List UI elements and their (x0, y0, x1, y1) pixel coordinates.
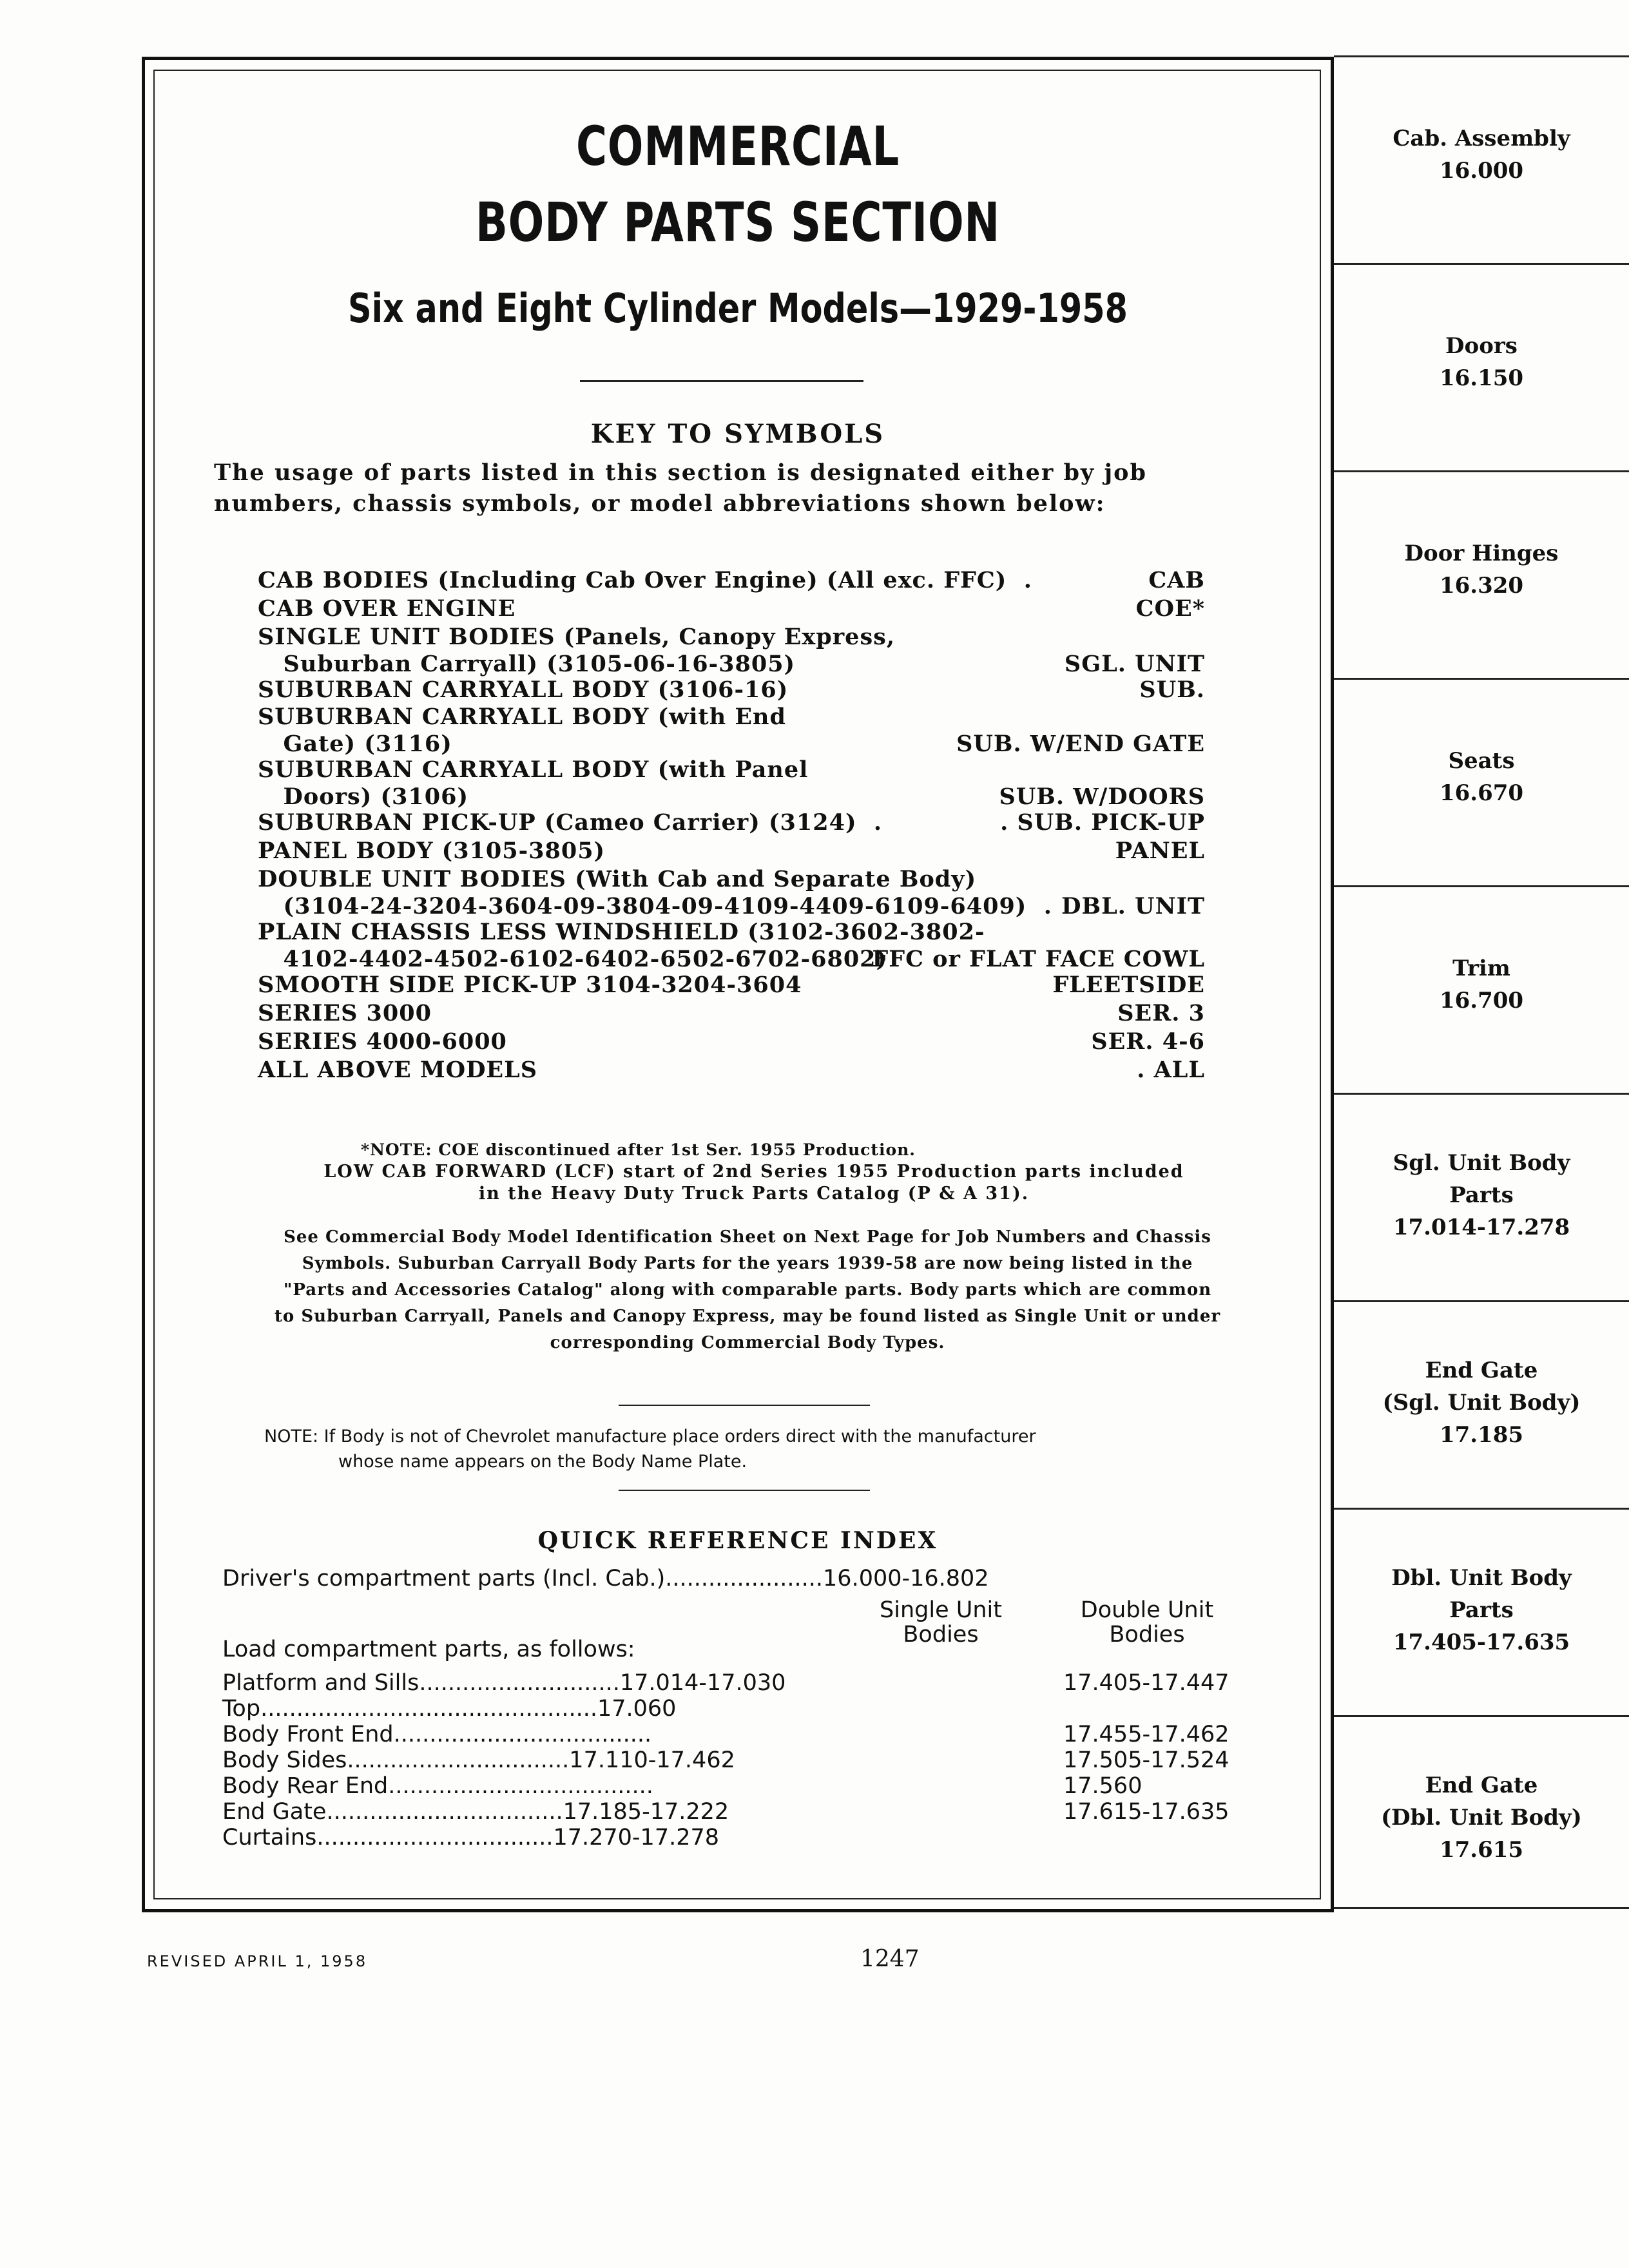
symbol-label: SUBURBAN CARRYALL BODY (with Panel Doors) (3106) (258, 756, 809, 810)
sidebar-section-title: End Gate (Dbl. Unit Body) (1381, 1773, 1582, 1831)
quick-index-title: QUICK REFERENCE INDEX (537, 1527, 938, 1554)
symbol-row (258, 972, 1205, 999)
sidebar-section-code: 16.150 (1439, 365, 1524, 391)
sidebar-section-title: Sgl. Unit Body Parts (1393, 1150, 1570, 1208)
divider (619, 1405, 870, 1406)
sidebar-section-title: Door Hinges (1404, 541, 1559, 566)
sidebar-section-title: End Gate (Sgl. Unit Body) (1382, 1358, 1581, 1416)
symbol-label: DOUBLE UNIT BODIES (With Cab and Separate Body) (3104-24-3204-3604-09-3804-09-4109-4409-6109-6409) . (258, 866, 1052, 919)
symbol-row (258, 1028, 1205, 1055)
symbol-label: SERIES 3000 (258, 1000, 432, 1026)
sidebar-section-title: Doors (1445, 333, 1518, 359)
sidebar-section[interactable] (1334, 1147, 1629, 1244)
revised-date: REVISED APRIL 1, 1958 (147, 1952, 368, 1970)
sidebar-section-code: 16.000 (1439, 158, 1524, 184)
title-line-2: BODY PARTS SECTION (475, 191, 1001, 254)
quick-index-row: Body Front End.................................... (222, 1722, 652, 1747)
symbol-row (258, 756, 1205, 811)
quick-index-row: Body Sides...............................17.110-17.462 (222, 1747, 735, 1773)
symbol-row (258, 677, 1205, 704)
symbol-label: SUBURBAN PICK-UP (Cameo Carrier) (3124) . (258, 809, 883, 836)
sidebar-section[interactable] (1334, 537, 1629, 602)
symbol-abbreviation: SUB. W/DOORS (999, 783, 1205, 810)
quick-index-row: Top...............................................17.060 (222, 1696, 677, 1722)
symbol-abbreviation: SUB. (1139, 677, 1205, 703)
sidebar-divider (1334, 678, 1629, 680)
quick-index-row: End Gate.................................17.185-17.222 (222, 1799, 729, 1825)
see-note: See Commercial Body Model Identification Sheet on Next Page for Job Numbers and Chassis Symbols. Suburban Carryall Body Parts for the years 1939-58 are now being listed in the "Parts and Accessories Catalog" along with comparable parts. Body parts which are common to Suburban Carryall, Panels and Canopy Express, may be found listed as Single Unit or under corresponding Commercial Body Types. (274, 1227, 1221, 1352)
quick-index-row: Body Rear End..................................... (222, 1773, 653, 1799)
key-title: KEY TO SYMBOLS (590, 419, 885, 449)
symbol-row (258, 595, 1205, 622)
symbol-row (258, 809, 1205, 836)
symbol-abbreviation: SUB. W/END GATE (956, 731, 1205, 757)
symbol-abbreviation: FLEETSIDE (1052, 972, 1205, 998)
sidebar-divider (1334, 470, 1629, 472)
sidebar-section-code: 17.014-17.278 (1393, 1215, 1570, 1240)
symbol-abbreviation: COE* (1135, 595, 1205, 622)
title-line-1: COMMERCIAL (575, 115, 900, 178)
sidebar-divider (1334, 885, 1629, 887)
sidebar-divider (1334, 1508, 1629, 1510)
symbol-abbreviation: FFC or FLAT FACE COWL (872, 946, 1205, 972)
symbol-row (258, 704, 1205, 758)
sidebar-section[interactable] (1334, 1354, 1629, 1451)
symbol-abbreviation: SER. 3 (1117, 1000, 1205, 1026)
quick-index-col-double: Double Unit Bodies (1080, 1597, 1214, 1648)
symbol-label: SUBURBAN CARRYALL BODY (3106-16) (258, 677, 789, 703)
symbol-abbreviation: . ALL (1137, 1057, 1205, 1083)
sidebar-section[interactable] (1334, 1769, 1629, 1866)
quick-index-double-value: 17.560 (1063, 1773, 1142, 1799)
sidebar-section-title: Dbl. Unit Body Parts (1391, 1565, 1572, 1623)
symbol-label: PANEL BODY (3105-3805) (258, 838, 606, 864)
sidebar-section-code: 17.185 (1439, 1422, 1524, 1448)
symbol-label: SUBURBAN CARRYALL BODY (with End Gate) (3116) (258, 704, 786, 757)
sidebar-section[interactable] (1334, 122, 1629, 187)
symbol-label: CAB OVER ENGINE (258, 595, 516, 622)
symbol-row (258, 838, 1205, 865)
sidebar-section-code: 16.320 (1439, 573, 1524, 599)
sidebar-divider (1334, 1715, 1629, 1717)
quick-index-double-value: 17.615-17.635 (1063, 1799, 1229, 1825)
sidebar-section-code: 17.615 (1439, 1837, 1524, 1863)
symbol-row (258, 1000, 1205, 1027)
sidebar-section-code: 16.670 (1439, 780, 1524, 806)
sidebar-section[interactable] (1334, 952, 1629, 1017)
lcf-note-line-1: LOW CAB FORWARD (LCF) start of 2nd Series 1955 Production parts included (323, 1162, 1184, 1182)
symbol-label: CAB BODIES (Including Cab Over Engine) (All exc. FFC) . (258, 567, 1032, 593)
symbol-row (258, 567, 1205, 594)
symbol-label: PLAIN CHASSIS LESS WINDSHIELD (3102-3602-3802- 4102-4402-4502-6102-6402-6502-6702-6802) (258, 919, 985, 972)
symbol-abbreviation: CAB (1148, 567, 1205, 593)
symbol-abbreviation: . SUB. PICK-UP (1000, 809, 1205, 836)
symbol-label: ALL ABOVE MODELS (258, 1057, 537, 1083)
sidebar-section-title: Cab. Assembly (1393, 126, 1570, 151)
symbol-abbreviation: SGL. UNIT (1064, 651, 1205, 677)
sidebar-section[interactable] (1334, 745, 1629, 809)
symbol-abbreviation: SER. 4-6 (1091, 1028, 1205, 1055)
symbol-label: SMOOTH SIDE PICK-UP 3104-3204-3604 (258, 972, 802, 998)
sidebar-section-title: Seats (1448, 748, 1515, 774)
symbol-label: SERIES 4000-6000 (258, 1028, 507, 1055)
sidebar-divider (1334, 55, 1629, 57)
page-number: 1247 (860, 1946, 920, 1972)
quick-index-double-value: 17.455-17.462 (1063, 1722, 1229, 1747)
lcf-note-line-2: in the Heavy Duty Truck Parts Catalog (P & A 31). (478, 1184, 1030, 1204)
key-intro: The usage of parts listed in this section is designated either by job numbers, chassis symbols, or model abbreviations shown below: (214, 459, 1147, 517)
sidebar-divider (1334, 1300, 1629, 1302)
sidebar-divider (1334, 1093, 1629, 1095)
sidebar-divider (1334, 1907, 1629, 1909)
quick-index-driver-row: Driver's compartment parts (Incl. Cab.)......................16.000-16.802 (222, 1566, 989, 1591)
coe-note: *NOTE: COE discontinued after 1st Ser. 1955 Production. (361, 1140, 916, 1159)
symbol-row (258, 919, 1205, 973)
quick-index-double-value: 17.505-17.524 (1063, 1747, 1229, 1773)
sidebar-divider (1334, 263, 1629, 265)
manufacturer-note-line-2: whose name appears on the Body Name Plate. (338, 1452, 747, 1472)
sidebar-section-code: 16.700 (1439, 988, 1524, 1014)
manufacturer-note-line-1: NOTE: If Body is not of Chevrolet manufacture place orders direct with the manufacturer (264, 1427, 1036, 1446)
symbol-row (258, 624, 1205, 678)
subtitle: Six and Eight Cylinder Models—1929-1958 (347, 285, 1128, 332)
sidebar-section[interactable] (1334, 1562, 1629, 1658)
sidebar-section-title: Trim (1452, 956, 1510, 981)
divider (580, 380, 863, 382)
sidebar-section-code: 17.405-17.635 (1393, 1629, 1570, 1655)
quick-index-load-label: Load compartment parts, as follows: (222, 1637, 635, 1662)
symbol-row (258, 866, 1205, 920)
quick-index-col-single: Single Unit Bodies (880, 1597, 1002, 1648)
symbol-abbreviation: PANEL (1115, 838, 1205, 864)
sidebar-section[interactable] (1334, 330, 1629, 394)
symbol-abbreviation: DBL. UNIT (1061, 893, 1205, 919)
symbol-row (258, 1057, 1205, 1084)
quick-index-row: Platform and Sills............................17.014-17.030 (222, 1670, 786, 1696)
divider (619, 1490, 870, 1491)
symbol-label: SINGLE UNIT BODIES (Panels, Canopy Express, Suburban Carryall) (3105-06-16-3805) (258, 624, 896, 677)
quick-index-double-value: 17.405-17.447 (1063, 1670, 1229, 1696)
quick-index-row: Curtains.................................17.270-17.278 (222, 1825, 720, 1850)
